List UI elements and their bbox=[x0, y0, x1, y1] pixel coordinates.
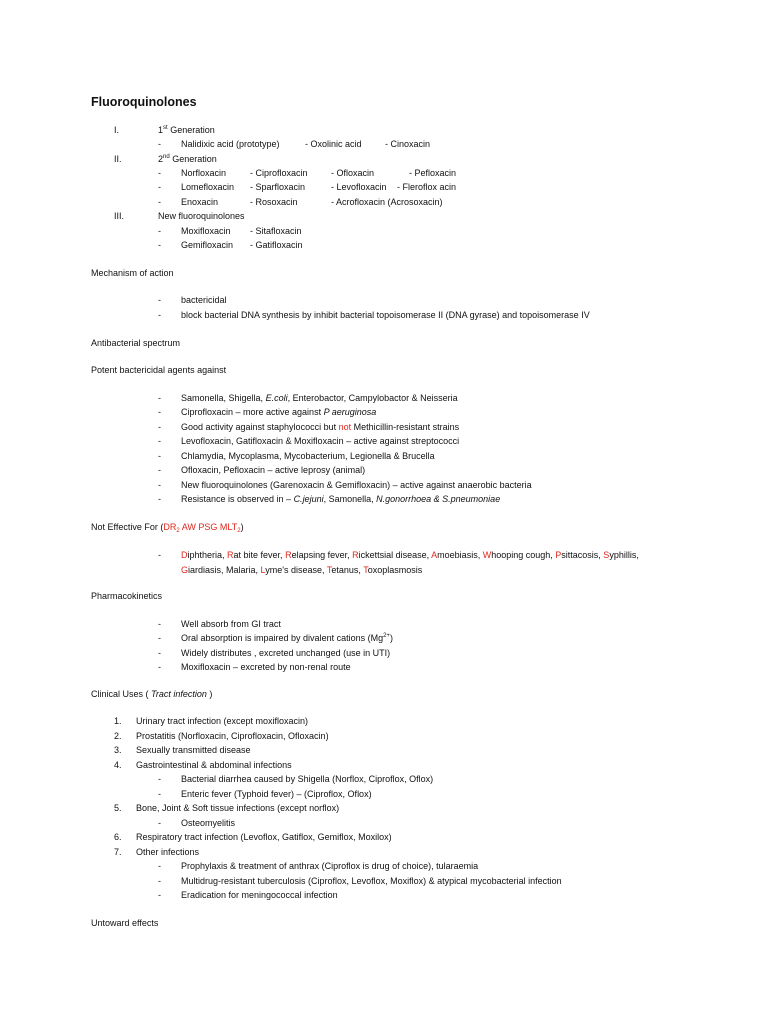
text-span: at bite fever, bbox=[233, 550, 286, 560]
text-span: , Samonella, bbox=[323, 494, 377, 504]
list-item: Respiratory tract infection (Levoflox, Gatiflox, Gemiflox, Moxilox) bbox=[136, 832, 392, 842]
numeral-ii: II. bbox=[114, 154, 122, 164]
gen1-num: 1 bbox=[158, 125, 164, 135]
list-item bbox=[181, 493, 500, 505]
list-item: Moxifloxacin – excreted by non-renal route bbox=[181, 662, 351, 672]
mnemonic-line-1 bbox=[181, 549, 639, 561]
bullet-dash: - bbox=[158, 407, 161, 417]
text-span: iphtheria, bbox=[187, 550, 228, 560]
sub-list-item: Osteomyelitis bbox=[181, 818, 236, 828]
gen1-sup: st bbox=[163, 125, 168, 131]
bullet-dash: - bbox=[158, 139, 161, 149]
bullet-dash: - bbox=[158, 465, 161, 475]
bullet-dash: - bbox=[158, 393, 161, 403]
list-item: Chlamydia, Mycoplasma, Mycobacterium, Legionella & Brucella bbox=[181, 451, 435, 461]
list-number: 1. bbox=[114, 716, 122, 726]
drug-name: Enoxacin bbox=[181, 197, 219, 207]
mnemonic bbox=[163, 522, 240, 532]
bullet-dash: - bbox=[158, 876, 161, 886]
bullet-dash: - bbox=[158, 422, 161, 432]
section-heading-mechanism: Mechanism of action bbox=[91, 268, 174, 278]
mnemonic-initial: W bbox=[482, 550, 492, 560]
text-span: etanus, bbox=[331, 565, 364, 575]
text-span: ickettsial disease, bbox=[358, 550, 432, 560]
mnemonic-initial: L bbox=[260, 565, 266, 575]
list-item: Ofloxacin, Pefloxacin – active leprosy (animal) bbox=[181, 465, 366, 475]
numeral-i: I. bbox=[114, 125, 120, 135]
text-span: sittacosis, bbox=[561, 550, 604, 560]
italic-span: Tract infection bbox=[151, 689, 207, 699]
bullet-dash: - bbox=[158, 240, 161, 250]
gen3-heading: New fluoroquinolones bbox=[158, 211, 245, 221]
mnemonic-initial: D bbox=[181, 550, 188, 560]
mnemonic-initial: R bbox=[285, 550, 292, 560]
mnemonic-initial: G bbox=[181, 565, 189, 575]
superscript: 2+ bbox=[383, 633, 390, 639]
bullet-dash: - bbox=[158, 310, 161, 320]
bullet-dash: - bbox=[158, 890, 161, 900]
section-heading-untoward-effects: Untoward effects bbox=[91, 918, 159, 928]
subheading-potent: Potent bactericidal agents against bbox=[91, 365, 227, 375]
gen2-heading bbox=[158, 153, 217, 165]
sub-list-item: Multidrug-resistant tuberculosis (Ciproflox, Levoflox, Moxiflox) & atypical mycobacterial infection bbox=[181, 876, 562, 886]
mnemonic-initial: R bbox=[227, 550, 234, 560]
drug-name: - Sitafloxacin bbox=[250, 226, 302, 236]
italic-span: N.gonorrhoea & S.pneumoniae bbox=[376, 494, 501, 504]
text-span: moebiasis, bbox=[437, 550, 483, 560]
list-number: 3. bbox=[114, 745, 122, 755]
mnemonic-line-2 bbox=[181, 564, 422, 576]
bullet-dash: - bbox=[158, 789, 161, 799]
bullet-dash: - bbox=[158, 168, 161, 178]
mnemonic-initial: P bbox=[555, 550, 562, 560]
gen1-label: Generation bbox=[170, 125, 215, 135]
sub-list-item: Eradication for meningococcal infection bbox=[181, 890, 338, 900]
bullet-dash: - bbox=[158, 648, 161, 658]
list-item: Levofloxacin, Gatifloxacin & Moxifloxacin – active against streptococci bbox=[181, 436, 460, 446]
text-span: Oral absorption is impaired by divalent cations (Mg bbox=[181, 633, 384, 643]
mnemonic-initial: R bbox=[352, 550, 359, 560]
gen2-label: Generation bbox=[172, 154, 217, 164]
drug-name: Norfloxacin bbox=[181, 168, 227, 178]
red-emphasis: not bbox=[338, 422, 352, 432]
drug-name: Nalidixic acid (prototype) bbox=[181, 139, 280, 149]
mnemonic-initial: T bbox=[363, 565, 368, 575]
gen2-sup: nd bbox=[163, 154, 170, 160]
list-item: Well absorb from GI tract bbox=[181, 619, 281, 629]
section-heading-pharmacokinetics: Pharmacokinetics bbox=[91, 591, 163, 601]
drug-name: - Ofloxacin bbox=[331, 168, 375, 178]
italic-span: C.jejuni bbox=[293, 494, 324, 504]
list-item: Other infections bbox=[136, 847, 200, 857]
text-span: , Enterobactor, Campylobactor & Neisseria bbox=[287, 393, 458, 403]
list-number: 2. bbox=[114, 731, 122, 741]
drug-name: - Acrofloxacin (Acrosoxacin) bbox=[331, 197, 443, 207]
list-item: Widely distributes , excreted unchanged (use in UTI) bbox=[181, 648, 391, 658]
bullet-dash: - bbox=[158, 662, 161, 672]
text-span: ) bbox=[240, 522, 244, 532]
text-span: Resistance is observed in – bbox=[181, 494, 294, 504]
text-span: ) bbox=[206, 689, 213, 699]
page-title: Fluoroquinolones bbox=[91, 95, 197, 109]
drug-name: - Levofloxacin bbox=[331, 182, 387, 192]
list-item: Prostatitis (Norfloxacin, Ciprofloxacin, Ofloxacin) bbox=[136, 731, 329, 741]
text-span: yme's disease, bbox=[265, 565, 327, 575]
bullet-dash: - bbox=[158, 619, 161, 629]
list-item: Sexually transmitted disease bbox=[136, 745, 251, 755]
italic-span: E.coli bbox=[265, 393, 288, 403]
bullet-dash: - bbox=[158, 451, 161, 461]
text-span: Samonella, Shigella, bbox=[181, 393, 266, 403]
sub-list-item: Enteric fever (Typhoid fever) – (Ciproflox, Oflox) bbox=[181, 789, 372, 799]
section-heading-not-effective bbox=[91, 521, 244, 533]
section-heading-spectrum: Antibacterial spectrum bbox=[91, 338, 181, 348]
mnemonic-initial: T bbox=[326, 565, 332, 575]
list-item: New fluoroquinolones (Garenoxacin & Gemifloxacin) – active against anaerobic bacteria bbox=[181, 480, 532, 490]
drug-name: - Oxolinic acid bbox=[305, 139, 362, 149]
section-heading-clinical-uses bbox=[91, 688, 212, 700]
list-item: Bone, Joint & Soft tissue infections (except norflox) bbox=[136, 803, 340, 813]
text-span: iardiasis, bbox=[188, 565, 227, 575]
list-item bbox=[181, 406, 376, 418]
mnemonic-sub: 2 bbox=[176, 528, 180, 534]
text-span: Methicillin-resistant strains bbox=[351, 422, 460, 432]
text-span: Not Effective For ( bbox=[91, 522, 164, 532]
bullet-dash: - bbox=[158, 633, 161, 643]
text-span: oxoplasmosis bbox=[367, 565, 423, 575]
drug-name: Lomefloxacin bbox=[181, 182, 235, 192]
list-item bbox=[181, 421, 459, 433]
drug-name: - Fleroflox acin bbox=[397, 182, 457, 192]
bullet-dash: - bbox=[158, 818, 161, 828]
numeral-iii: III. bbox=[114, 211, 125, 221]
text-span: yphillis, bbox=[609, 550, 639, 560]
bullet-dash: - bbox=[158, 494, 161, 504]
text-span: Clinical Uses ( bbox=[91, 689, 152, 699]
drug-name: - Rosoxacin bbox=[250, 197, 298, 207]
list-item: Urinary tract infection (except moxifloxacin) bbox=[136, 716, 309, 726]
bullet-dash: - bbox=[158, 550, 161, 560]
text-span: M bbox=[226, 565, 234, 575]
bullet-dash: - bbox=[158, 774, 161, 784]
text-span: elapsing fever, bbox=[291, 550, 353, 560]
bullet-dash: - bbox=[158, 182, 161, 192]
text-span: ) bbox=[389, 633, 393, 643]
bullet-dash: - bbox=[158, 436, 161, 446]
list-number: 6. bbox=[114, 832, 122, 842]
list-number: 7. bbox=[114, 847, 122, 857]
list-number: 4. bbox=[114, 760, 122, 770]
drug-name: - Sparfloxacin bbox=[250, 182, 306, 192]
bullet-dash: - bbox=[158, 295, 161, 305]
sub-list-item: Bacterial diarrhea caused by Shigella (Norflox, Ciproflox, Oflox) bbox=[181, 774, 434, 784]
text-span: hooping cough, bbox=[491, 550, 556, 560]
mnemonic-initial: S bbox=[603, 550, 610, 560]
list-item bbox=[181, 632, 393, 644]
drug-name: - Pefloxacin bbox=[409, 168, 457, 178]
text-span: Good activity against staphylococci but bbox=[181, 422, 339, 432]
list-item bbox=[181, 392, 458, 404]
list-item: Gastrointestinal & abdominal infections bbox=[136, 760, 292, 770]
drug-name: - Ciprofloxacin bbox=[250, 168, 308, 178]
list-item: bactericidal bbox=[181, 295, 227, 305]
bullet-dash: - bbox=[158, 226, 161, 236]
sub-list-item: Prophylaxis & treatment of anthrax (Ciproflox is drug of choice), tularaemia bbox=[181, 861, 479, 871]
mnemonic-sub: 2 bbox=[237, 528, 241, 534]
bullet-dash: - bbox=[158, 197, 161, 207]
drug-name: - Cinoxacin bbox=[385, 139, 431, 149]
italic-span: P aeruginosa bbox=[323, 407, 377, 417]
drug-name: Moxifloxacin bbox=[181, 226, 231, 236]
list-item: block bacterial DNA synthesis by inhibit bacterial topoisomerase II (DNA gyrase) and topoisomerase IV bbox=[181, 310, 590, 320]
text-span: Ciprofloxacin – more active against bbox=[181, 407, 324, 417]
mnemonic-part: AW PSG MLT bbox=[179, 522, 238, 532]
gen1-heading bbox=[158, 124, 215, 136]
mnemonic-part: DR bbox=[163, 522, 177, 532]
gen2-num: 2 bbox=[158, 154, 164, 164]
bullet-dash: - bbox=[158, 861, 161, 871]
drug-name: Gemifloxacin bbox=[181, 240, 234, 250]
drug-name: - Gatifloxacin bbox=[250, 240, 303, 250]
bullet-dash: - bbox=[158, 480, 161, 490]
mnemonic-initial: A bbox=[431, 550, 438, 560]
list-number: 5. bbox=[114, 803, 122, 813]
text-span: alaria, bbox=[233, 565, 261, 575]
